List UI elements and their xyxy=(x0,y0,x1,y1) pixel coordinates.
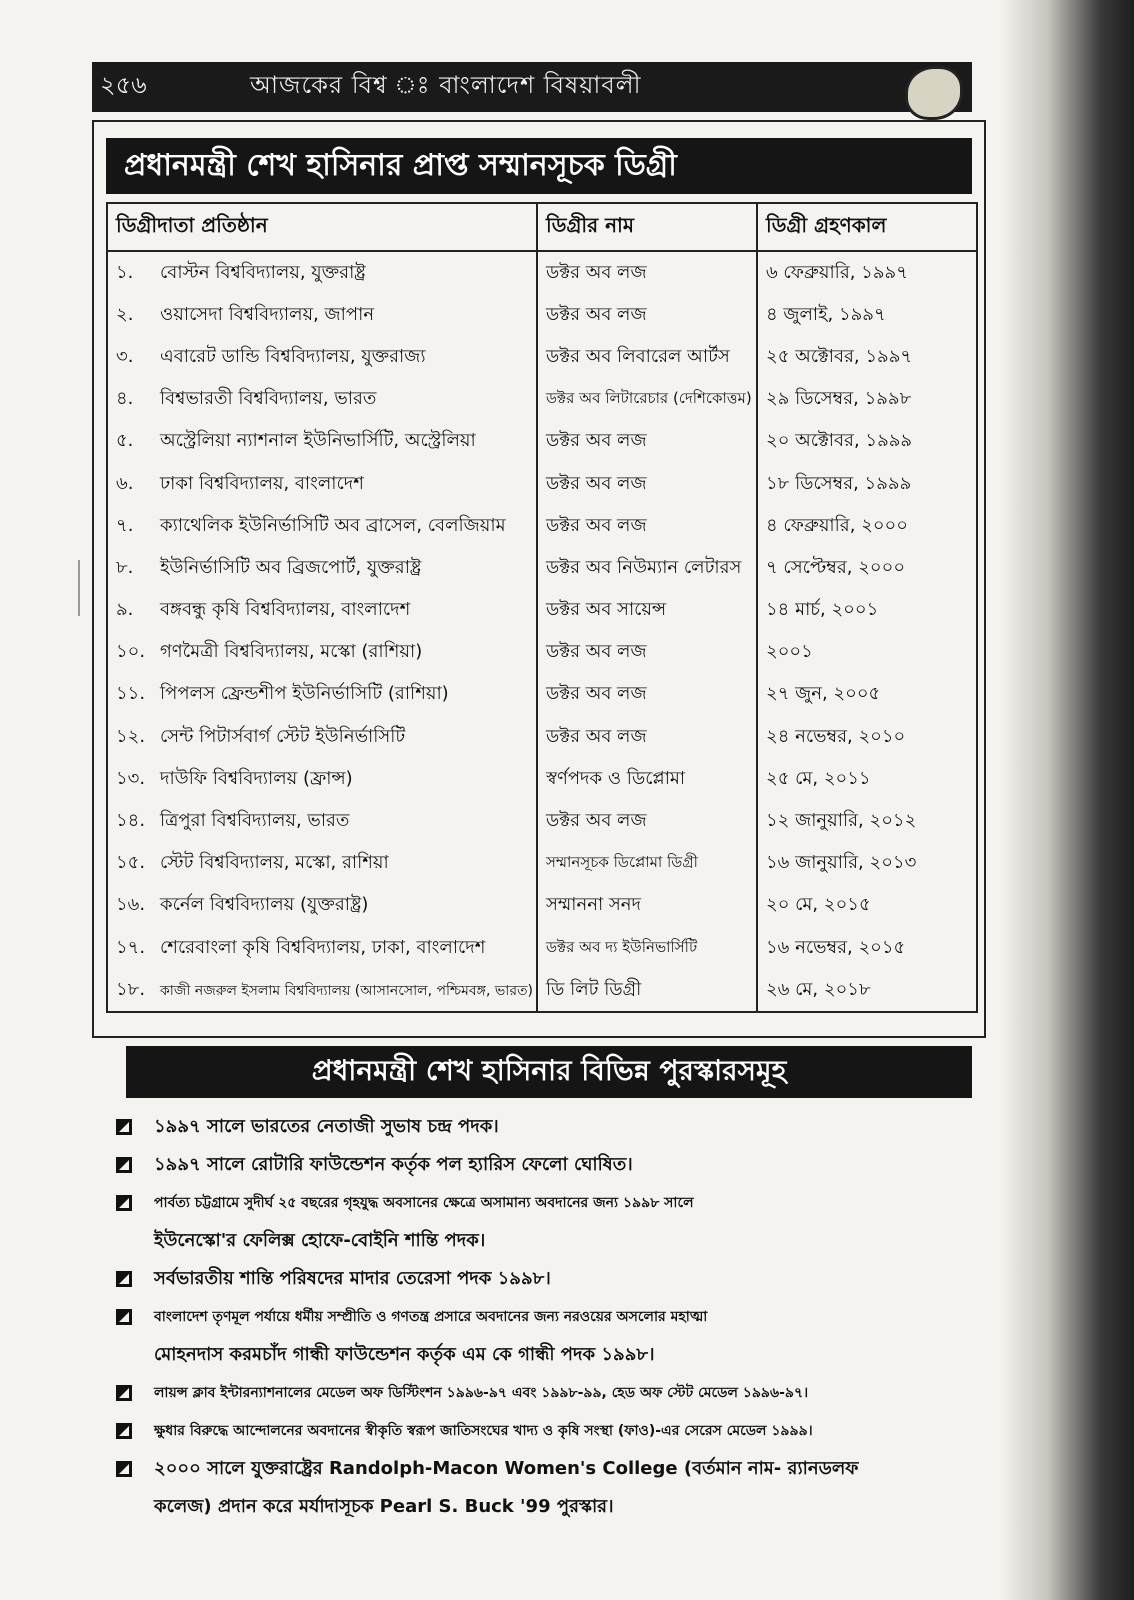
table-row xyxy=(107,505,977,547)
institution-name: বিশ্বভারতী বিশ্ববিদ্যালয়, ভারত xyxy=(160,388,377,410)
award-text xyxy=(154,1108,499,1146)
table-row xyxy=(107,251,977,294)
award-text xyxy=(154,1450,858,1526)
institution-name: ইউনির্ভাসিটি অব ব্রিজপোর্ট, যুক্তরাষ্ট্র xyxy=(160,556,422,578)
degree-date-cell: ২৬ মে, ২০১৮ xyxy=(757,969,977,1012)
checkbox-bullet-icon xyxy=(116,1271,132,1287)
institution-name: শেরেবাংলা কৃষি বিশ্ববিদ্যালয়, ঢাকা, বাংলাদেশ xyxy=(160,936,486,958)
margin-mark xyxy=(78,560,80,616)
degree-name-cell: ডক্টর অব লজ xyxy=(537,674,757,716)
column-header-degree: ডিগ্রীর নাম xyxy=(537,203,757,251)
checkbox-bullet-icon xyxy=(116,1461,132,1477)
institution-cell xyxy=(107,547,537,589)
degree-date-cell: ২৫ অক্টোবর, ১৯৯৭ xyxy=(757,336,977,378)
honorary-degrees-section xyxy=(92,120,986,1038)
degree-name-cell: ডক্টর অব লজ xyxy=(537,463,757,505)
institution-name: পিপলস ফ্রেন্ডশীপ ইউনির্ভাসিটি (রাশিয়া) xyxy=(160,683,449,705)
table-row xyxy=(107,421,977,463)
degree-date-cell: ২৪ নভেম্বর, ২০১০ xyxy=(757,716,977,758)
institution-cell xyxy=(107,800,537,842)
degree-date-cell: ১৮ ডিসেম্বর, ১৯৯৯ xyxy=(757,463,977,505)
institution-cell xyxy=(107,758,537,800)
serial-number: ৬. xyxy=(116,472,134,494)
serial-number: ১৩. xyxy=(116,767,146,789)
degree-date-cell: ২৯ ডিসেম্বর, ১৯৯৮ xyxy=(757,379,977,421)
column-header-institution: ডিগ্রীদাতা প্রতিষ্ঠান xyxy=(107,203,537,251)
list-item xyxy=(116,1450,996,1526)
degree-name-cell: স্বর্ণপদক ও ডিপ্লোমা xyxy=(537,758,757,800)
institution-cell xyxy=(107,421,537,463)
degree-name-cell: ডক্টর অব লজ xyxy=(537,251,757,294)
table-row xyxy=(107,674,977,716)
institution-cell xyxy=(107,674,537,716)
degree-date-cell: ২০ মে, ২০১৫ xyxy=(757,885,977,927)
degree-name-cell: সম্মাননা সনদ xyxy=(537,885,757,927)
degree-name-cell: ডক্টর অব লজ xyxy=(537,505,757,547)
institution-name: দাউফি বিশ্ববিদ্যালয় (ফ্রান্স) xyxy=(160,767,353,789)
table-row xyxy=(107,969,977,1012)
serial-number: ১২. xyxy=(116,725,146,747)
institution-cell xyxy=(107,843,537,885)
honorary-degrees-table xyxy=(106,202,978,1013)
institution-name: ওয়াসেদা বিশ্ববিদ্যালয়, জাপান xyxy=(160,303,375,325)
degree-date-cell: ৪ জুলাই, ১৯৯৭ xyxy=(757,294,977,336)
list-item xyxy=(116,1146,996,1184)
degree-name-cell: ডক্টর অব লজ xyxy=(537,716,757,758)
serial-number: ৭. xyxy=(116,514,134,536)
award-text-line: মোহনদাস করমচাঁদ গান্ধী ফাউন্ডেশন কর্তৃক এম কে গান্ধী পদক ১৯৯৮। xyxy=(154,1344,655,1365)
serial-number: ৩. xyxy=(116,345,134,367)
list-item xyxy=(116,1374,996,1412)
serial-number: ১৪. xyxy=(116,810,146,832)
table-row xyxy=(107,590,977,632)
degree-name-cell: ডক্টর অব লজ xyxy=(537,800,757,842)
degree-date-cell: ১৪ মার্চ, ২০০১ xyxy=(757,590,977,632)
checkbox-bullet-icon xyxy=(116,1385,132,1401)
degree-date-cell: ২৫ মে, ২০১১ xyxy=(757,758,977,800)
degree-name-cell: ডক্টর অব সায়েন্স xyxy=(537,590,757,632)
degree-name-cell: ডক্টর অব দ্য ইউনিভার্সিটি xyxy=(537,927,757,969)
institution-cell xyxy=(107,294,537,336)
degree-date-cell: ৪ ফেব্রুয়ারি, ২০০০ xyxy=(757,505,977,547)
institution-cell xyxy=(107,251,537,294)
award-text xyxy=(154,1260,551,1298)
degree-name-cell: সম্মানসূচক ডিপ্লোমা ডিগ্রী xyxy=(537,843,757,885)
award-text xyxy=(154,1184,694,1260)
institution-name: ক্যাথেলিক ইউনির্ভাসিটি অব ব্রাসেল, বেলজিয়াম xyxy=(160,514,506,536)
degree-date-cell: ২০০১ xyxy=(757,632,977,674)
institution-cell xyxy=(107,885,537,927)
serial-number: ৫. xyxy=(116,430,134,452)
institution-cell xyxy=(107,969,537,1012)
serial-number: ১৭. xyxy=(116,936,146,958)
table-row xyxy=(107,927,977,969)
institution-cell xyxy=(107,590,537,632)
institution-cell xyxy=(107,379,537,421)
institution-name: কাজী নজরুল ইসলাম বিশ্ববিদ্যালয় (আসানসোল, পশ্চিমবঙ্গ, ভারত) xyxy=(160,982,534,999)
table-row xyxy=(107,294,977,336)
serial-number: ১৮. xyxy=(116,978,146,1000)
page-edge-shadow xyxy=(1000,0,1134,1600)
award-text xyxy=(154,1298,707,1374)
degree-name-cell: ডি লিট ডিগ্রী xyxy=(537,969,757,1012)
table-row xyxy=(107,632,977,674)
awards-list xyxy=(116,1108,996,1526)
award-text-line: ২০০০ সালে যুক্তরাষ্ট্রের Randolph-Macon Women's College (বর্তমান নাম- র‍্যানডলফ xyxy=(154,1458,859,1479)
table-row xyxy=(107,800,977,842)
checkbox-bullet-icon xyxy=(116,1309,132,1325)
award-text-line: ক্ষুধার বিরুদ্ধে আন্দোলনের অবদানের স্বীকৃতি স্বরূপ জাতিসংঘের খাদ্য ও কৃষি সংস্থা (ফাও)-এর সেরেস মেডেল ১৯৯৯। xyxy=(154,1423,813,1439)
degree-name-cell: ডক্টর অব লিটারেচার (দেশিকোত্তম) xyxy=(537,379,757,421)
institution-name: অস্ট্রেলিয়া ন্যাশনাল ইউনিভার্সিটি, অস্ট্রেলিয়া xyxy=(160,430,476,452)
institution-cell xyxy=(107,716,537,758)
degree-name-cell: ডক্টর অব লজ xyxy=(537,632,757,674)
institution-name: স্টেট বিশ্ববিদ্যালয়, মস্কো, রাশিয়া xyxy=(160,852,389,874)
serial-number: ৪. xyxy=(116,388,134,410)
awards-title: প্রধানমন্ত্রী শেখ হাসিনার বিভিন্ন পুরস্কারসমূহ xyxy=(126,1046,972,1098)
table-row xyxy=(107,463,977,505)
table-row xyxy=(107,379,977,421)
degree-date-cell: ১২ জানুয়ারি, ২০১২ xyxy=(757,800,977,842)
institution-name: এবারেট ডান্ডি বিশ্ববিদ্যালয়, যুক্তরাজ্য xyxy=(160,345,426,367)
table-row xyxy=(107,843,977,885)
institution-name: ঢাকা বিশ্ববিদ্যালয়, বাংলাদেশ xyxy=(160,472,364,494)
serial-number: ১০. xyxy=(116,641,146,663)
institution-name: কর্নেল বিশ্ববিদ্যালয় (যুক্তরাষ্ট্র) xyxy=(160,894,369,916)
page-number: ২৫৬ xyxy=(100,71,147,99)
institution-cell xyxy=(107,463,537,505)
honorary-degrees-title: প্রধানমন্ত্রী শেখ হাসিনার প্রাপ্ত সম্মানসূচক ডিগ্রী xyxy=(106,138,972,194)
award-text-line: ১৯৯৭ সালে ভারতের নেতাজী সুভাষ চন্দ্র পদক। xyxy=(154,1116,499,1137)
serial-number: ৮. xyxy=(116,556,134,578)
table-row xyxy=(107,547,977,589)
serial-number: ১৬. xyxy=(116,894,146,916)
degree-date-cell: ৭ সেপ্টেম্বর, ২০০০ xyxy=(757,547,977,589)
award-text xyxy=(154,1374,808,1412)
institution-name: ত্রিপুরা বিশ্ববিদ্যালয়, ভারত xyxy=(160,810,350,832)
institution-name: গণমৈত্রী বিশ্ববিদ্যালয়, মস্কো (রাশিয়া) xyxy=(160,641,423,663)
institution-name: বঙ্গবন্ধু কৃষি বিশ্ববিদ্যালয়, বাংলাদেশ xyxy=(160,599,411,621)
award-text-line: বাংলাদেশ তৃণমূল পর্যায়ে ধর্মীয় সম্প্রীতি ও গণতন্ত্র প্রসারে অবদানের জন্য নরওয়ের অসলোর মহাত্মা xyxy=(154,1309,708,1325)
table-row xyxy=(107,716,977,758)
list-item xyxy=(116,1260,996,1298)
checkbox-bullet-icon xyxy=(116,1157,132,1173)
degree-name-cell: ডক্টর অব লিবারেল আর্টস xyxy=(537,336,757,378)
institution-name: বোস্টন বিশ্ববিদ্যালয়, যুক্তরাষ্ট্র xyxy=(160,261,366,283)
institution-cell xyxy=(107,927,537,969)
checkbox-bullet-icon xyxy=(116,1119,132,1135)
serial-number: ১৫. xyxy=(116,852,146,874)
list-item xyxy=(116,1108,996,1146)
table-row xyxy=(107,336,977,378)
award-text xyxy=(154,1412,813,1450)
list-item xyxy=(116,1184,996,1260)
award-text-line: ১৯৯৭ সালে রোটারি ফাউন্ডেশন কর্তৃক পল হ্যারিস ফেলো ঘোষিত। xyxy=(154,1154,633,1175)
degree-date-cell: ২৭ জুন, ২০০৫ xyxy=(757,674,977,716)
corner-ornament-icon xyxy=(905,66,963,120)
table-header-row xyxy=(107,203,977,251)
serial-number: ১. xyxy=(116,261,134,283)
table-row xyxy=(107,885,977,927)
degree-date-cell: ৬ ফেব্রুয়ারি, ১৯৯৭ xyxy=(757,251,977,294)
serial-number: ২. xyxy=(116,303,134,325)
institution-name: সেন্ট পিটার্সবার্গ স্টেট ইউনির্ভাসিটি xyxy=(160,725,406,747)
book-title: আজকের বিশ্ব ঃ বাংলাদেশ বিষয়াবলী xyxy=(250,71,642,99)
degree-name-cell: ডক্টর অব লজ xyxy=(537,294,757,336)
award-text-line: ইউনেস্কো'র ফেলিক্স হোফে-বোইনি শান্তি পদক। xyxy=(154,1230,486,1251)
award-text-line: পার্বত্য চট্টগ্রামে সুদীর্ঘ ২৫ বছরের গৃহযুদ্ধ অবসানের ক্ষেত্রে অসামান্য অবদানের জন্য ১৯৯৮ সালে xyxy=(154,1195,694,1211)
checkbox-bullet-icon xyxy=(116,1195,132,1211)
serial-number: ৯. xyxy=(116,599,134,621)
award-text-line: লায়ন্স ক্লাব ইন্টারন্যাশনালের মেডেল অফ ডিস্টিংশন ১৯৯৬-৯৭ এবং ১৯৯৮-৯৯, হেড অফ স্টেট মেডেল ১৯৯৬-৯৭। xyxy=(154,1385,809,1401)
list-item xyxy=(116,1298,996,1374)
award-text-line: সর্বভারতীয় শান্তি পরিষদের মাদার তেরেসা পদক ১৯৯৮। xyxy=(154,1268,551,1289)
degree-name-cell: ডক্টর অব লজ xyxy=(537,421,757,463)
column-header-date: ডিগ্রী গ্রহণকাল xyxy=(757,203,977,251)
award-text xyxy=(154,1146,633,1184)
degree-date-cell: ১৬ জানুয়ারি, ২০১৩ xyxy=(757,843,977,885)
page-header xyxy=(92,62,972,112)
degree-date-cell: ১৬ নভেম্বর, ২০১৫ xyxy=(757,927,977,969)
degree-name-cell: ডক্টর অব নিউম্যান লেটারস xyxy=(537,547,757,589)
checkbox-bullet-icon xyxy=(116,1423,132,1439)
table-row xyxy=(107,758,977,800)
award-text-line: কলেজ) প্রদান করে মর্যাদাসূচক Pearl S. Buck '99 পুরস্কার। xyxy=(154,1496,614,1517)
serial-number: ১১. xyxy=(116,683,146,705)
institution-cell xyxy=(107,632,537,674)
institution-cell xyxy=(107,336,537,378)
institution-cell xyxy=(107,505,537,547)
list-item xyxy=(116,1412,996,1450)
degree-date-cell: ২০ অক্টোবর, ১৯৯৯ xyxy=(757,421,977,463)
